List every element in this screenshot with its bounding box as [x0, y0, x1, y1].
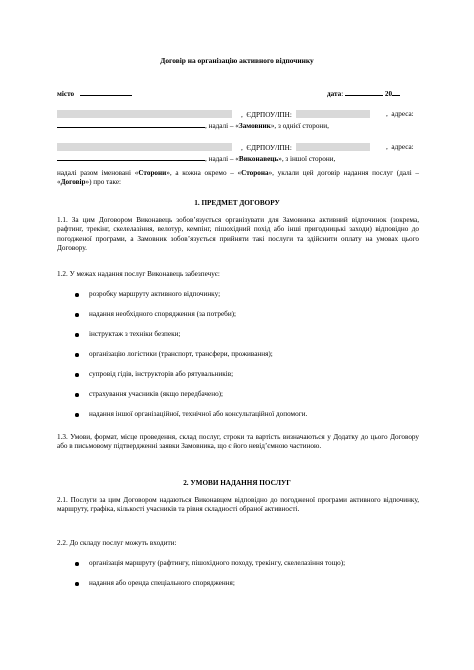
party1-line1	[57, 110, 232, 120]
party2-line1	[57, 143, 232, 153]
document-page: Договір на організацію активного відпочинку місто дата: 20 , ЄДРПОУ/ІПН: , адреса: , надалі – «Замовник», з однієї сторони, , ЄДРПОУ/ІПН: , адреса: , надалі – «Виконавець», з іншої сторони, надалі разом іменовані «Сторони», а кожна окремо – «Сторона», уклали цей договір надання послуг (далі – «Договір») про таке: 1. ПРЕДМЕТ ДОГОВОРУ 1.1. За цим Договором Виконавець зобов’язується організувати для Замовника активний відпочинок (зокрема, рафтинг, трекінг, скелелазіння, велотур, кемпінг, пішохідний похід або інші пригодницькі заходи) відповідно до погодженої програми, а Замовник зобов’язується прийняти такі послуги та здійснити оплату на умовах цього Договору. 1.2. У межах надання послуг Виконавець забезпечує: розробку маршруту активного відпочинку; надання необхідного спорядження (за потреби); інструктаж з техніки безпеки; організацію логістики (транспорт, трансфери, проживання); супровід гідів, інструкторів або рятувальників; страхування учасників (якщо передбачено); надання іншої організаційної, технічної або консультаційної допомоги. 1.3. Умови, формат, місце проведення, склад послуг, строки та вартість визначаються у Додатку до цього Договору або в письмовому підтвердженні заявки Замовника, що є його невід’ємною частиною. 2. УМОВИ НАДАННЯ ПОСЛУГ 2.1. Послуги за цим Договором надаються Виконавцем відповідно до погодженої програми активного відпочинку, маршруту, графіка, кількості учасників та рівня складності обраної активності. 2.2. До складу послуг можуть входити: організація маршруту (рафтингу, пішохідного походу, трекінгу, скелелазіння тощо); надання або оренда спеціального спорядження;	[0, 0, 474, 670]
bullet-icon	[75, 393, 79, 397]
bullet-icon	[75, 373, 79, 377]
bullet-icon	[75, 293, 79, 297]
party1-name-blank	[57, 110, 232, 118]
party1-id-field: , ЄДРПОУ/ІПН:	[241, 110, 370, 120]
party1-id-label: ЄДРПОУ/ІПН:	[246, 111, 292, 119]
year-blank	[392, 88, 400, 96]
party2-role: Виконавець	[238, 155, 279, 163]
bullet-icon	[75, 413, 79, 417]
clause-2-2: 2.2. До складу послуг можуть входити:	[57, 539, 177, 547]
party2-id-label: ЄДРПОУ/ІПН:	[246, 144, 292, 152]
date-label: дата	[327, 90, 342, 98]
city-label: місто	[57, 90, 75, 98]
clause-1-1: 1.1. За цим Договором Виконавець зобов’язується організувати для Замовника активний відпочинок (зокрема, рафтинг, трекінг, скелелазіння, велотур, кемпінг, пішохідний похід або інші пригодницькі заходи) відповідно до погодженої програми, а Замовник зобов’язується прийняти такі послуги та здійснити оплату на умовах цього Договору.	[57, 216, 419, 253]
bullet-icon	[75, 582, 79, 586]
date-year: 20	[384, 90, 393, 98]
bullet-icon	[75, 333, 79, 337]
section1-heading: 1. ПРЕДМЕТ ДОГОВОРУ	[194, 199, 280, 207]
party1-address-label: адреса:	[391, 110, 414, 118]
section2-heading: 2. УМОВИ НАДАННЯ ПОСЛУГ	[183, 479, 291, 487]
party2-id-blank	[296, 143, 370, 151]
party1-line2: , надалі – «Замовник», з однієї сторони,	[57, 120, 329, 131]
party1-role: Замовник	[238, 122, 271, 130]
date-blank	[345, 88, 383, 96]
city-blank	[80, 88, 132, 96]
preamble: надалі разом іменовані «Сторони», а кожна окремо – «Сторона», уклали цей договір надання послуг (далі – «Договір») про таке:	[57, 169, 419, 187]
party2-line2: , надалі – «Виконавець», з іншої сторони,	[57, 153, 335, 164]
bullet-icon	[75, 313, 79, 317]
clause-1-3: 1.3. Умови, формат, місце проведення, склад послуг, строки та вартість визначаються у Додатку до цього Договору або в письмовому підтвердженні заявки Замовника, що є його невід’ємною частиною.	[57, 433, 419, 451]
bullet-icon	[75, 562, 79, 566]
party2-address-field: , адреса:	[386, 143, 414, 151]
party2-address-blank	[57, 153, 205, 161]
city-field	[57, 88, 132, 99]
party1-address-field: , адреса:	[386, 110, 414, 118]
party1-address-blank	[57, 120, 205, 128]
clause-1-2: 1.2. У межах надання послуг Виконавець забезпечує:	[57, 270, 220, 278]
party1-id-blank	[296, 110, 370, 118]
party2-address-label: адреса:	[391, 143, 414, 151]
party2-name-blank	[57, 143, 232, 151]
bullet-icon	[75, 353, 79, 357]
document-title: Договір на організацію активного відпочинку	[160, 56, 314, 65]
party2-id-field: , ЄДРПОУ/ІПН:	[241, 143, 370, 153]
date-field: дата: 20	[327, 88, 400, 99]
clause-2-1: 2.1. Послуги за цим Договором надаються Виконавцем відповідно до погодженої програми активного відпочинку, маршруту, графіка, кількості учасників та рівня складності обраної активності.	[57, 496, 419, 514]
